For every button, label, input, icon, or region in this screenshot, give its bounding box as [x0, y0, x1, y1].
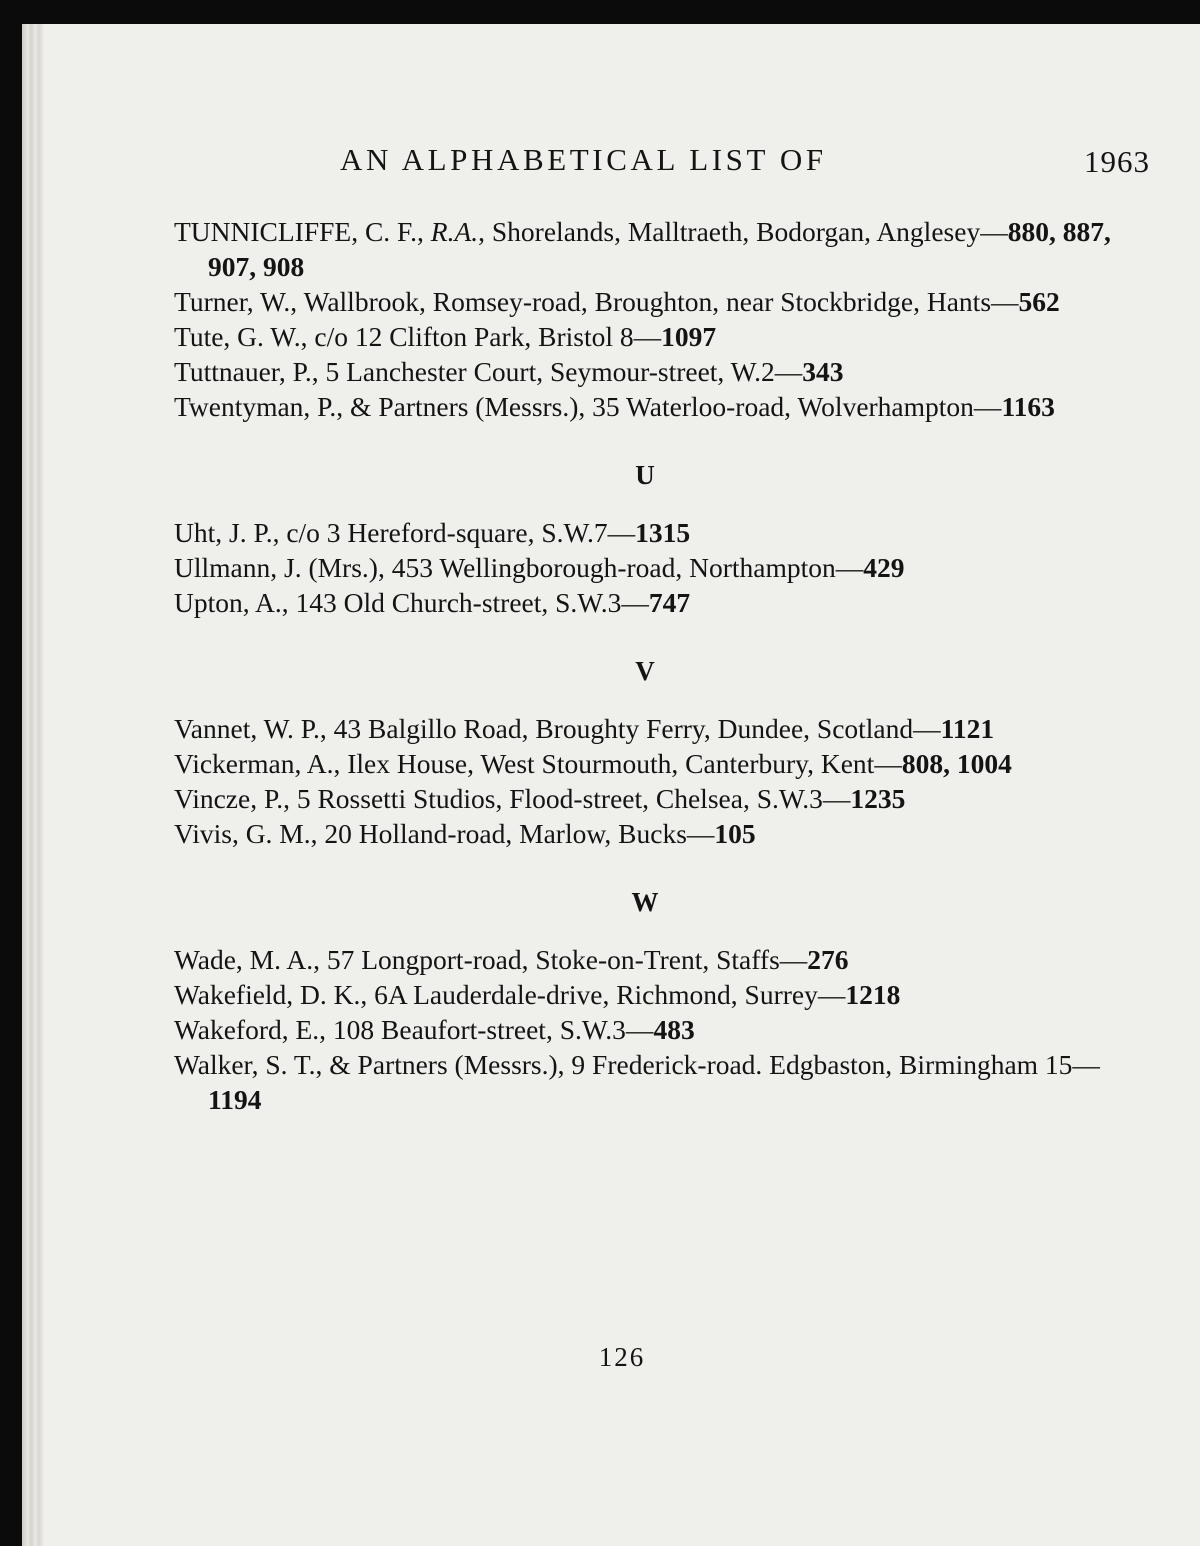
entry-name: Uht, J. P.,	[174, 517, 287, 548]
entry-name: Vannet, W. P.,	[174, 713, 334, 744]
header-year: 1963	[1084, 144, 1150, 179]
entry-address: 43 Balgillo Road, Broughty Ferry, Dundee, Scotland—	[333, 713, 941, 744]
entry-name: TUNNICLIFFE, C. F.,	[174, 216, 431, 247]
section-heading-u: U	[635, 460, 655, 490]
list-item	[174, 781, 1116, 816]
page-number: 126	[598, 1342, 646, 1372]
running-header	[340, 142, 1150, 186]
list-item	[174, 214, 1116, 284]
entry-reference-numbers: 1121	[940, 713, 995, 744]
entry-address: 143 Old Church-street, S.W.3—	[295, 587, 649, 618]
entry-name: Wade, M. A.,	[174, 944, 327, 975]
entry-address: 453 Wellingborough-road, Northampton—	[391, 552, 864, 583]
entry-reference-numbers: 429	[863, 552, 905, 583]
entry-name: Vincze, P.,	[174, 783, 297, 814]
list-item	[174, 389, 1116, 424]
entry-name: Twentyman, P., & Partners (Messrs.),	[174, 391, 593, 422]
list-item	[174, 585, 1116, 620]
entry-address: 57 Longport-road, Stoke-on-Trent, Staffs—	[326, 944, 808, 975]
list-item	[174, 977, 1116, 1012]
entry-address: , Shorelands, Malltraeth, Bodorgan, Anglesey—	[478, 216, 1008, 247]
entry-address: 6A Lauderdale-drive, Richmond, Surrey—	[374, 979, 846, 1010]
entry-reference-numbers: 1194	[208, 1084, 262, 1115]
entry-address: 9 Frederick-road. Edgbaston, Birmingham 15—	[571, 1049, 1100, 1080]
entry-name: Tuttnauer, P.,	[174, 356, 326, 387]
running-title: AN ALPHABETICAL LIST OF	[340, 142, 827, 177]
list-item	[174, 550, 1116, 585]
entry-reference-numbers: 1218	[845, 979, 901, 1010]
entry-reference-numbers: 483	[653, 1014, 695, 1045]
entry-name: Wakefield, D. K.,	[174, 979, 375, 1010]
list-item	[174, 942, 1116, 977]
entry-address: Ilex House, West Stourmouth, Canterbury, Kent—	[347, 748, 902, 779]
list-item	[174, 515, 1116, 550]
entry-reference-numbers: 343	[802, 356, 844, 387]
entry-rank: R.A.	[430, 216, 479, 247]
entry-address: c/o 12 Clifton Park, Bristol 8—	[314, 321, 662, 352]
entry-reference-numbers: 808, 1004	[901, 748, 1012, 779]
entry-reference-numbers: 562	[1018, 286, 1060, 317]
entry-name: Walker, S. T., & Partners (Messrs.),	[174, 1049, 572, 1080]
entry-reference-numbers: 1163	[1001, 391, 1055, 422]
entry-name: Upton, A.,	[174, 587, 296, 618]
entry-name: Wakeford, E.,	[174, 1014, 333, 1045]
entry-name: Ullmann, J. (Mrs.),	[174, 552, 392, 583]
entry-reference-numbers: 747	[648, 587, 691, 618]
section-heading-v: V	[635, 656, 655, 686]
entry-address: 20 Holland-road, Marlow, Bucks—	[324, 818, 715, 849]
entry-name: Tute, G. W.,	[174, 321, 315, 352]
list-item	[174, 746, 1116, 781]
book-page	[44, 24, 1200, 1546]
entry-reference-numbers: 276	[807, 944, 849, 975]
entry-reference-numbers: 105	[714, 818, 756, 849]
list-item	[174, 1012, 1116, 1047]
entry-address: 35 Waterloo-road, Wolverhampton—	[592, 391, 1002, 422]
list-item	[174, 284, 1116, 319]
section-heading-w: W	[631, 887, 659, 917]
list-item	[174, 319, 1116, 354]
entry-reference-numbers: 1235	[850, 783, 906, 814]
list-item	[174, 1047, 1116, 1117]
entry-address: 5 Lanchester Court, Seymour-street, W.2—	[325, 356, 803, 387]
entry-address: c/o 3 Hereford-square, S.W.7—	[286, 517, 636, 548]
directory-list	[174, 214, 1116, 1117]
list-item	[174, 816, 1116, 851]
entry-address: 5 Rossetti Studios, Flood-street, Chelsea, S.W.3—	[296, 783, 851, 814]
entry-reference-numbers: 1097	[661, 321, 717, 352]
entry-address: Wallbrook, Romsey-road, Broughton, near Stockbridge, Hants—	[303, 286, 1019, 317]
entry-reference-numbers: 1315	[635, 517, 691, 548]
list-item	[174, 711, 1116, 746]
list-item	[174, 354, 1116, 389]
entry-reference-numbers: 880, 887, 907, 908	[208, 216, 1111, 282]
entry-address: 108 Beaufort-street, S.W.3—	[332, 1014, 654, 1045]
entry-name: Vickerman, A.,	[174, 748, 348, 779]
entry-name: Vivis, G. M.,	[174, 818, 325, 849]
entry-name: Turner, W.,	[174, 286, 304, 317]
